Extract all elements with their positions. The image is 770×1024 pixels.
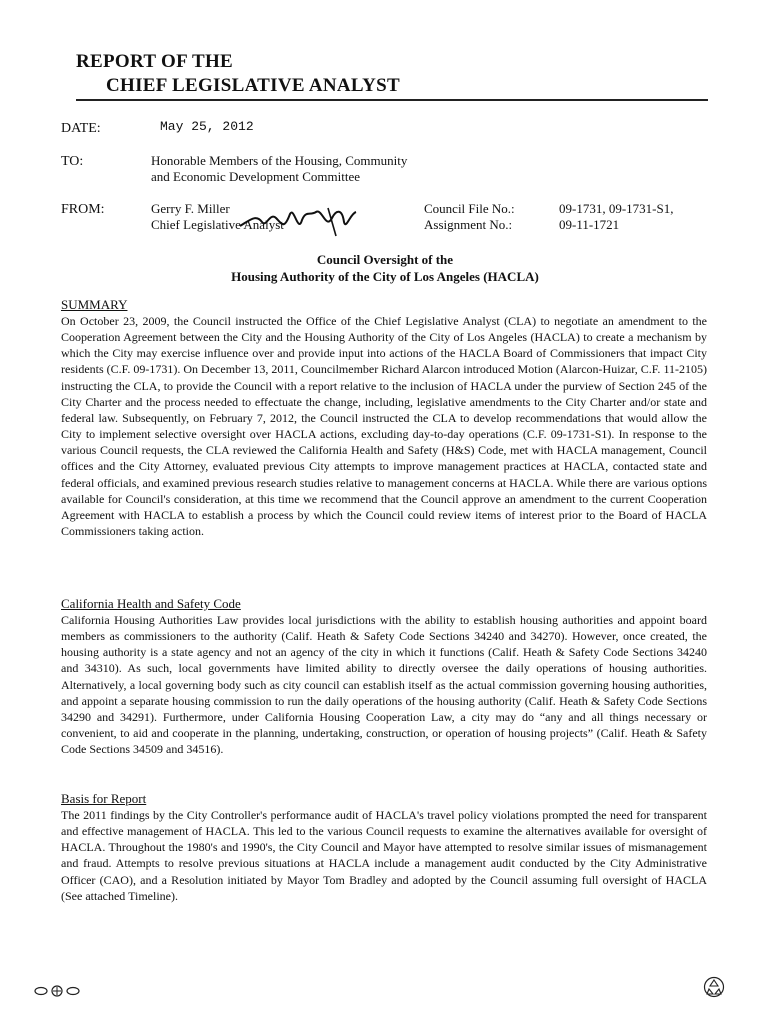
basis-heading: Basis for Report <box>61 791 147 806</box>
summary-body: On October 23, 2009, the Council instructed the Office of the Chief Legislative Analyst (CLA) to negotiate an amendment to the Cooperation Agreement between the City and the Housing Authority of the City of Los Angeles (HACLA) to create a mechanism by which the City may exercise influence over and provide input into actions of the HACLA Board of Commissioners that impact City residents (C.F. 09-1731). On December 13, 2011, Councilmember Richard Alarcon introduced Motion (Alarcon-Huizar, C.F. 11-2105) instructing the CLA, to provide the Council with a report relative to the inclusion of HACLA under the purview of Section 245 of the City Charter and the process needed to effectuate the change, including, legislative amendments to the City Charter and/or state and federal law. Subsequently, on February 7, 2012, the Council instructed the CLA to develop recommendations that would allow the City to implement selective oversight over HACLA actions, excluding day-to-day operations (C.F. 09-1731-S1). In response to the various Council requests, the CLA reviewed the California Health and Safety (H&S) Code, met with HACLA management, Council offices and the City Attorney, evaluated previous City attempts to improve management practices at HACLA, contacted state and federal officials, and examined previous research studies relative to management concerns at HACLA. While there are various options available for Council's consideration, at this time we recommend that the Council approve an amendment to the current Cooperation Agreement with HACLA to establish a process by which the Council could review items of interest prior to the Board of HACLA Commissioners taking action. <box>61 314 707 539</box>
recycle-icon <box>703 976 725 998</box>
summary-heading: SUMMARY <box>61 297 128 312</box>
assignment-label: Assignment No.: <box>424 217 513 232</box>
hs-code-heading: California Health and Safety Code <box>61 596 241 611</box>
report-title-line2: CHIEF LEGISLATIVE ANALYST <box>106 75 401 96</box>
council-file-value: 09-1731, 09-1731-S1, <box>559 201 674 216</box>
recycled-paper-logo <box>33 984 81 998</box>
report-title-line1: REPORT OF THE <box>76 51 234 72</box>
council-file-label: Council File No.: <box>424 201 515 216</box>
from-line1: Gerry F. Miller <box>151 201 230 216</box>
date-label: DATE: <box>61 121 101 136</box>
subject-line1: Council Oversight of the <box>316 252 454 267</box>
basis-body: The 2011 findings by the City Controller's performance audit of HACLA's travel policy violations prompted the need for transparent and effective management of HACLA. This led to the various Council requests to examine the alternatives available for oversight of HACLA. Throughout the 1980's and 1990's, the City Council and Mayor have attempted to resolve similar issues of mismanagement and fraud. Attempts to resolve previous situations at HACLA include a management audit conducted by the City Administrative Officer (CAO), and a Resolution initiated by Mayor Tom Bradley and adopted by the Council assuming full oversight of HACLA (See attached Timeline). <box>61 808 707 903</box>
from-label: FROM: <box>61 202 105 217</box>
subject-line2: Housing Authority of the City of Los Angeles (HACLA) <box>231 269 539 284</box>
signature-image <box>232 200 392 240</box>
from-line2: Chief Legislative Analyst <box>151 217 284 232</box>
assignment-value: 09-11-1721 <box>559 217 620 232</box>
hs-code-body: California Housing Authorities Law provides local jurisdictions with the ability to establish housing authorities and appoint board members as commissioners to the authority (Calif. Heath & Safety Code Sections 34240 and 34270). However, once created, the housing authority is a state agency and not an agency of the city in which it functions (Calif. Heath & Safety Code Sections 34240 and 34310). As such, local governments have limited ability to directly oversee the daily operations of housing authorities. Alternatively, a local governing body such as city council can establish itself as the actual commission governing housing authorities, and appoint a separate housing commission to run the daily operations of the housing authority (Calif. Heath & Safety Code Sections 34290 and 34291). Furthermore, under California Housing Cooperation Law, a city may do “any and all things necessary or convenient, to aid and cooperate in the planning, undertaking, construction, or operation of housing projects” (Calif. Heath & Safety Code Sections 34509 and 34516). <box>61 613 707 757</box>
to-label: TO: <box>61 154 84 169</box>
to-line2: and Economic Development Committee <box>151 169 361 184</box>
header-rule <box>76 99 708 101</box>
to-line1: Honorable Members of the Housing, Community <box>151 153 408 168</box>
date-value: May 25, 2012 <box>160 119 254 134</box>
